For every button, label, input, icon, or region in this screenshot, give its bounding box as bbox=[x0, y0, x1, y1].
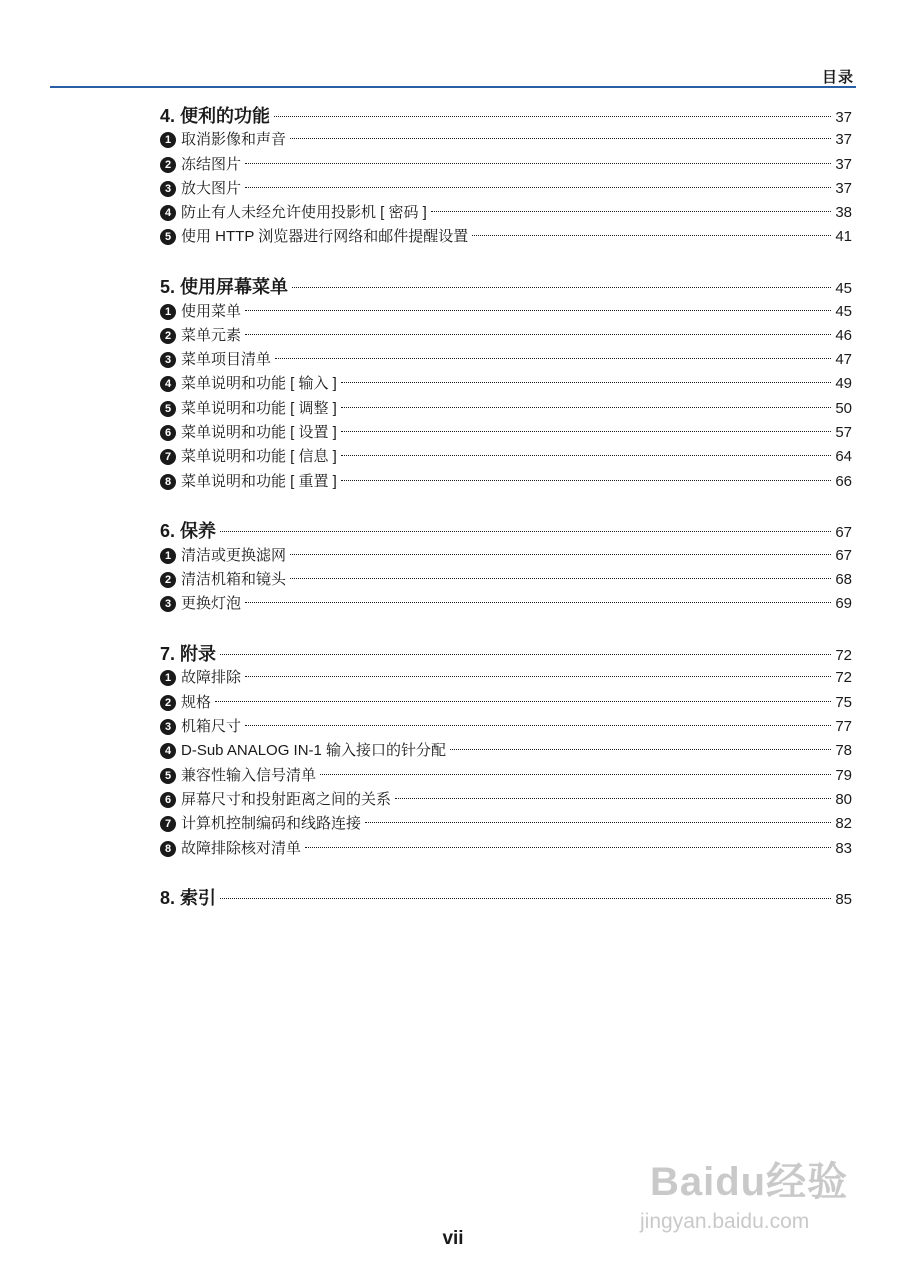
watermark bbox=[640, 1150, 860, 1250]
toc-entry[interactable] bbox=[160, 445, 852, 469]
dot-leader bbox=[274, 116, 831, 117]
chapter-title: 4. 便利的功能 bbox=[160, 106, 271, 126]
toc-entry[interactable] bbox=[160, 470, 852, 494]
toc-entry[interactable] bbox=[160, 739, 852, 763]
circled-number-icon: 1 bbox=[160, 132, 176, 148]
page-ref: 85 bbox=[835, 891, 852, 909]
page-ref: 38 bbox=[835, 204, 852, 222]
toc-entry[interactable] bbox=[160, 225, 852, 249]
circled-number-icon: 5 bbox=[160, 229, 176, 245]
dot-leader bbox=[290, 554, 831, 555]
entry-title: 取消影像和声音 bbox=[181, 131, 287, 149]
entry-title: 更换灯泡 bbox=[181, 595, 242, 613]
page-ref: 67 bbox=[835, 524, 852, 542]
toc-entry[interactable] bbox=[160, 691, 852, 715]
circled-number-icon: 1 bbox=[160, 548, 176, 564]
circled-number-icon: 3 bbox=[160, 181, 176, 197]
chapter-title: 8. 索引 bbox=[160, 888, 217, 909]
page-ref: 46 bbox=[835, 326, 852, 344]
table-of-contents bbox=[160, 104, 852, 936]
dot-leader bbox=[395, 798, 831, 799]
page-ref: 47 bbox=[835, 351, 852, 369]
entry-title: 冻结图片 bbox=[181, 155, 242, 173]
toc-entry[interactable] bbox=[160, 128, 852, 152]
toc-entry[interactable] bbox=[160, 568, 852, 592]
page-number: vii bbox=[442, 1228, 464, 1249]
toc-entry[interactable] bbox=[160, 372, 852, 396]
circled-number-icon: 4 bbox=[160, 205, 176, 221]
chapter-title: 5. 使用屏幕菜单 bbox=[160, 277, 289, 298]
dot-leader bbox=[245, 334, 831, 335]
entry-title: 菜单元素 bbox=[181, 326, 242, 344]
chapter-title: 7. 附录 bbox=[160, 644, 217, 665]
toc-entry[interactable] bbox=[160, 348, 852, 372]
dot-leader bbox=[341, 382, 831, 383]
dot-leader bbox=[245, 310, 831, 311]
dot-leader bbox=[220, 531, 831, 532]
page-ref: 37 bbox=[835, 179, 852, 197]
dot-leader bbox=[290, 578, 831, 579]
page-header-title: 目录 bbox=[821, 69, 854, 86]
dot-leader bbox=[320, 774, 831, 775]
circled-number-icon: 3 bbox=[160, 596, 176, 612]
entry-title: 使用菜单 bbox=[181, 302, 242, 320]
toc-entry[interactable] bbox=[160, 153, 852, 177]
page-ref: 82 bbox=[835, 815, 852, 833]
circled-number-icon: 3 bbox=[160, 719, 176, 735]
toc-section bbox=[160, 519, 852, 616]
toc-chapter-entry[interactable] bbox=[160, 886, 852, 910]
circled-number-icon: 5 bbox=[160, 401, 176, 417]
page-ref: 49 bbox=[835, 375, 852, 393]
toc-section bbox=[160, 104, 852, 250]
dot-leader bbox=[215, 701, 831, 702]
page-ref: 69 bbox=[835, 595, 852, 613]
toc-entry[interactable] bbox=[160, 201, 852, 225]
page-ref: 78 bbox=[835, 742, 852, 760]
dot-leader bbox=[305, 847, 831, 848]
page-ref: 72 bbox=[835, 669, 852, 687]
entry-title: 兼容性输入信号清单 bbox=[181, 766, 317, 784]
circled-number-icon: 7 bbox=[160, 449, 176, 465]
circled-number-icon: 8 bbox=[160, 841, 176, 857]
dot-leader bbox=[292, 287, 831, 288]
entry-title: D-Sub ANALOG IN-1 输入接口的针分配 bbox=[181, 742, 447, 760]
circled-number-icon: 3 bbox=[160, 352, 176, 368]
circled-number-icon: 2 bbox=[160, 157, 176, 173]
dot-leader bbox=[245, 676, 831, 677]
dot-leader bbox=[431, 211, 831, 212]
page-ref: 72 bbox=[835, 647, 852, 665]
circled-number-icon: 6 bbox=[160, 792, 176, 808]
dot-leader bbox=[290, 138, 831, 139]
toc-entry[interactable] bbox=[160, 397, 852, 421]
toc-section bbox=[160, 642, 852, 861]
dot-leader bbox=[220, 898, 831, 899]
entry-title: 菜单项目清单 bbox=[181, 351, 272, 369]
circled-number-icon: 4 bbox=[160, 743, 176, 759]
entry-title: 清洁机箱和镜头 bbox=[181, 571, 287, 589]
circled-number-icon: 2 bbox=[160, 328, 176, 344]
toc-chapter-entry[interactable] bbox=[160, 519, 852, 543]
circled-number-icon: 2 bbox=[160, 572, 176, 588]
circled-number-icon: 8 bbox=[160, 474, 176, 490]
page-ref: 67 bbox=[835, 546, 852, 564]
dot-leader bbox=[341, 480, 831, 481]
page-ref: 41 bbox=[835, 228, 852, 246]
entry-title: 菜单说明和功能 [ 信息 ] bbox=[181, 448, 337, 466]
page-ref: 37 bbox=[835, 131, 852, 149]
entry-title: 菜单说明和功能 [ 输入 ] bbox=[181, 375, 337, 393]
toc-chapter-entry[interactable] bbox=[160, 275, 852, 299]
entry-title: 屏幕尺寸和投射距离之间的关系 bbox=[181, 790, 392, 808]
page-ref: 79 bbox=[835, 766, 852, 784]
page-ref: 77 bbox=[835, 718, 852, 736]
dot-leader bbox=[275, 358, 831, 359]
dot-leader bbox=[472, 235, 831, 236]
page-ref: 68 bbox=[835, 571, 852, 589]
page-ref: 37 bbox=[835, 109, 852, 126]
entry-title: 菜单说明和功能 [ 调整 ] bbox=[181, 399, 337, 417]
toc-section bbox=[160, 275, 852, 494]
dot-leader bbox=[245, 187, 831, 188]
toc-entry[interactable] bbox=[160, 544, 852, 568]
page-ref: 37 bbox=[835, 155, 852, 173]
entry-title: 故障排除核对清单 bbox=[181, 839, 302, 857]
toc-entry[interactable] bbox=[160, 300, 852, 324]
toc-entry[interactable] bbox=[160, 812, 852, 836]
circled-number-icon: 1 bbox=[160, 304, 176, 320]
header-rule bbox=[50, 86, 856, 88]
dot-leader bbox=[245, 725, 831, 726]
entry-title: 机箱尺寸 bbox=[181, 718, 242, 736]
toc-entry[interactable] bbox=[160, 324, 852, 348]
dot-leader bbox=[450, 749, 831, 750]
page-ref: 75 bbox=[835, 693, 852, 711]
dot-leader bbox=[220, 654, 831, 655]
entry-title: 计算机控制编码和线路连接 bbox=[181, 815, 362, 833]
dot-leader bbox=[341, 455, 831, 456]
circled-number-icon: 5 bbox=[160, 768, 176, 784]
entry-title: 使用 HTTP 浏览器进行网络和邮件提醒设置 bbox=[181, 228, 469, 246]
toc-entry[interactable] bbox=[160, 764, 852, 788]
toc-entry[interactable] bbox=[160, 177, 852, 201]
entry-title: 放大图片 bbox=[181, 179, 242, 197]
circled-number-icon: 4 bbox=[160, 376, 176, 392]
toc-entry[interactable] bbox=[160, 837, 852, 861]
page-ref: 64 bbox=[835, 448, 852, 466]
circled-number-icon: 7 bbox=[160, 816, 176, 832]
page-ref: 45 bbox=[835, 302, 852, 320]
toc-entry[interactable] bbox=[160, 788, 852, 812]
toc-entry[interactable] bbox=[160, 666, 852, 690]
dot-leader bbox=[341, 431, 831, 432]
page-ref: 57 bbox=[835, 424, 852, 442]
entry-title: 防止有人未经允许使用投影机 [ 密码 ] bbox=[181, 204, 427, 222]
toc-chapter-entry[interactable] bbox=[160, 642, 852, 666]
watermark-logo: Baidu经验 bbox=[650, 1160, 849, 1204]
entry-title: 菜单说明和功能 [ 设置 ] bbox=[181, 424, 337, 442]
entry-title: 清洁或更换滤网 bbox=[181, 546, 287, 564]
page-ref: 45 bbox=[835, 280, 852, 298]
page-ref: 80 bbox=[835, 790, 852, 808]
toc-entry[interactable] bbox=[160, 592, 852, 616]
toc-entry[interactable] bbox=[160, 715, 852, 739]
circled-number-icon: 6 bbox=[160, 425, 176, 441]
page-ref: 66 bbox=[835, 472, 852, 490]
toc-chapter-entry[interactable] bbox=[160, 104, 852, 128]
chapter-title: 6. 保养 bbox=[160, 521, 217, 542]
entry-title: 菜单说明和功能 [ 重置 ] bbox=[181, 472, 337, 490]
toc-entry[interactable] bbox=[160, 421, 852, 445]
dot-leader bbox=[365, 822, 831, 823]
dot-leader bbox=[245, 163, 831, 164]
circled-number-icon: 1 bbox=[160, 670, 176, 686]
page-ref: 50 bbox=[835, 399, 852, 417]
dot-leader bbox=[341, 407, 831, 408]
entry-title: 故障排除 bbox=[181, 669, 242, 687]
page-ref: 83 bbox=[835, 839, 852, 857]
circled-number-icon: 2 bbox=[160, 695, 176, 711]
watermark-url: jingyan.baidu.com bbox=[640, 1210, 810, 1233]
entry-title: 规格 bbox=[181, 693, 212, 711]
toc-section bbox=[160, 886, 852, 910]
dot-leader bbox=[245, 602, 831, 603]
